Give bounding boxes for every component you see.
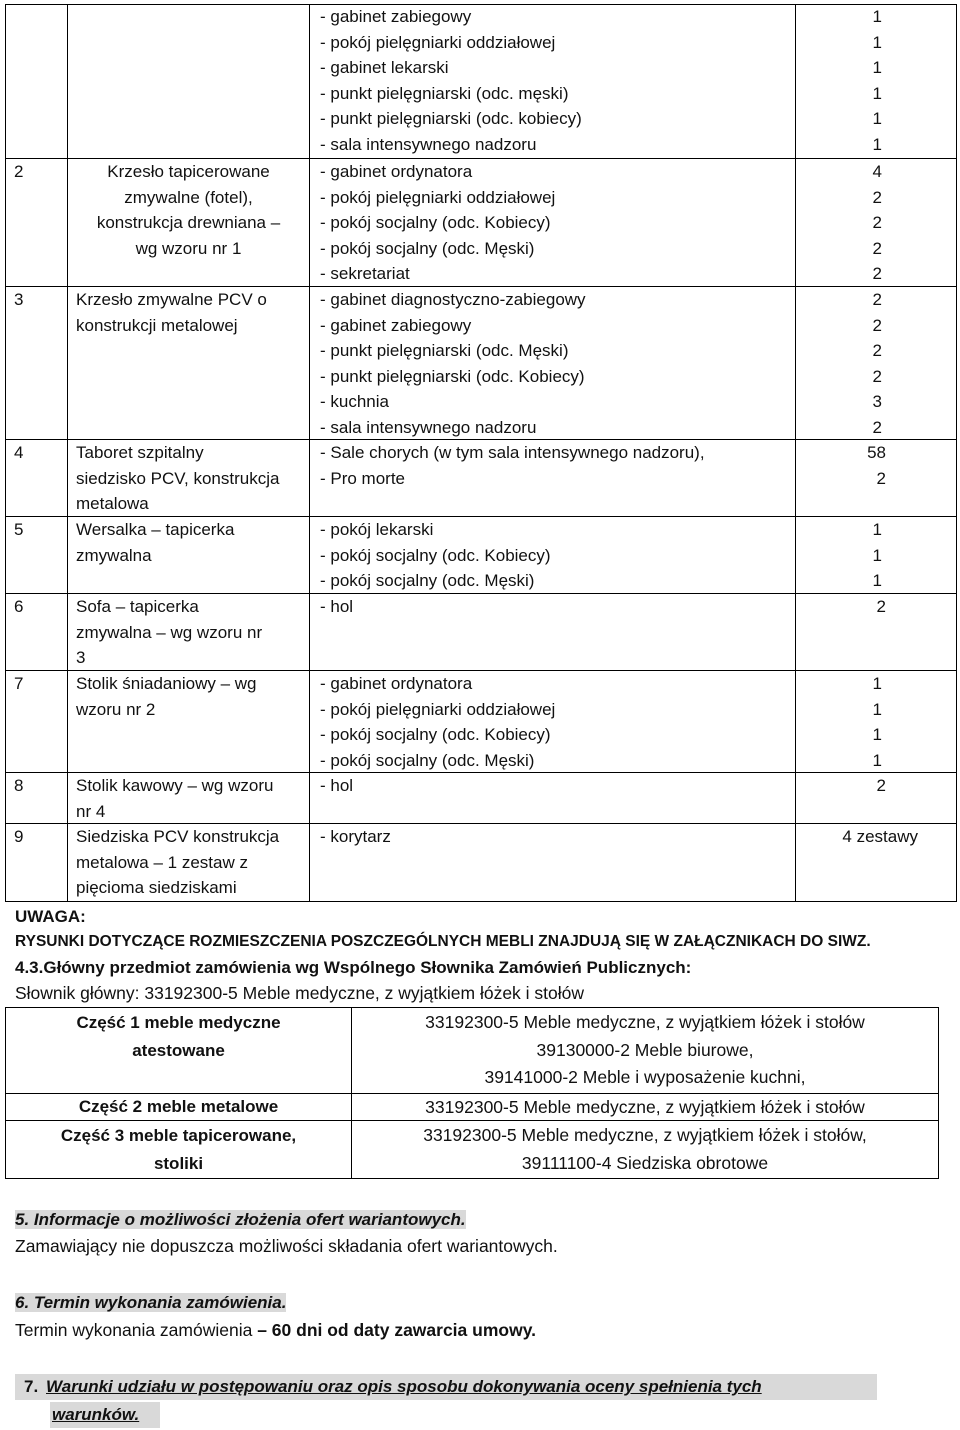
qty-cell: 2 [876, 597, 886, 616]
table-border-bottom [5, 901, 957, 902]
place-cell: - pokój lekarski - pokój socjalny (odc. Kobiecy) - pokój socjalny (odc. Męski) [320, 520, 551, 591]
item-name-cell: Stolik śniadaniowy – wg wzoru nr 2 [76, 674, 257, 719]
section-4-3-heading: 4.3.Główny przedmiot zamówienia wg Wspólnego Słownika Zamówień Publicznych: [15, 958, 692, 977]
section-7-number: 7. [24, 1377, 39, 1396]
table-border-right [956, 4, 957, 902]
section-6-text-bold: – 60 dni od daty zawarcia umowy. [257, 1320, 536, 1340]
item-name-cell: Taboret szpitalny siedzisko PCV, konstrukcja metalowa [76, 443, 280, 514]
item-name-cell: Krzesło zmywalne PCV o konstrukcji metalowej [76, 290, 267, 335]
note-label: UWAGA: [15, 907, 86, 926]
cpv-table-border-right [938, 1007, 939, 1179]
part-cell: Część 3 meble tapicerowane, stoliki [60, 1126, 297, 1173]
row-number: 7 [14, 674, 24, 693]
row-number: 9 [14, 827, 24, 846]
row-number: 3 [14, 290, 24, 309]
qty-cell: 58 2 [867, 443, 886, 488]
row-number: 2 [14, 162, 24, 181]
qty-cell: 1 1 1 [872, 520, 882, 591]
place-cell: - hol [320, 597, 354, 616]
row-number: 6 [14, 597, 24, 616]
cpv-table-border-top [5, 1007, 939, 1008]
section-6-text-prefix: Termin wykonania zamówienia [15, 1320, 258, 1340]
table-border-col1 [67, 4, 68, 902]
item-name-cell: Sofa – tapicerka zmywalna – wg wzoru nr 3 [76, 597, 263, 668]
item-name-cell: Krzesło tapicerowane zmywalne (fotel), konstrukcja drewniana – wg wzoru nr 1 [96, 162, 281, 258]
section-5-heading-text: 5. Informacje o możliwości złożenia ofert wariantowych. [15, 1210, 466, 1229]
section-6-heading-text: 6. Termin wykonania zamówienia. [15, 1293, 287, 1312]
row-number: 8 [14, 776, 24, 795]
item-name-cell: Stolik kawowy – wg wzoru nr 4 [76, 776, 274, 821]
table-border-col2 [309, 4, 310, 902]
place-cell: - gabinet diagnostyczno-zabiegowy - gabinet zabiegowy - punkt pielęgniarski (odc. Męski) - punkt pielęgniarski (odc. Kobiecy) - kuchnia - sala intensywnego nadzoru [320, 290, 586, 437]
qty-cell: 4 zestawy [842, 827, 918, 846]
cpv-row-divider [5, 1120, 939, 1121]
row-number: 4 [14, 443, 24, 462]
section-5-text: Zamawiający nie dopuszcza możliwości składania ofert wariantowych. [15, 1236, 558, 1256]
section-7-heading-line2: warunków. [52, 1405, 140, 1424]
section-7-heading-line1: Warunki udziału w postępowaniu oraz opis sposobu dokonywania oceny spełnienia tych [46, 1377, 762, 1396]
row-number: 5 [14, 520, 24, 539]
place-cell: - gabinet zabiegowy - pokój pielęgniarki oddziałowej - gabinet lekarski - punkt pielęgniarski (odc. męski) - punkt pielęgniarski (odc. kobiecy) - sala intensywnego nadzoru [320, 7, 582, 154]
item-name-cell: Wersalka – tapicerka zmywalna [76, 520, 235, 565]
place-cell: - korytarz [320, 827, 391, 846]
cpv-table-border-bottom [5, 1178, 939, 1179]
qty-cell: 4 2 2 2 2 [872, 162, 882, 284]
table-border-left [5, 4, 6, 902]
qty-cell: 1 1 1 1 [872, 674, 882, 770]
section-6-heading [15, 1290, 286, 1316]
codes-cell: 33192300-5 Meble medyczne, z wyjątkiem łóżek i stołów [425, 1097, 865, 1117]
part-cell: Część 1 meble medyczne atestowane [76, 1013, 281, 1060]
qty-cell: 2 2 2 2 3 2 [872, 290, 882, 437]
part-cell: Część 2 meble metalowe [78, 1097, 279, 1116]
place-cell: - gabinet ordynatora - pokój pielęgniarki oddziałowej - pokój socjalny (odc. Kobiecy) - pokój socjalny (odc. Męski) [320, 674, 556, 770]
place-cell: - hol [320, 776, 354, 795]
qty-cell: 1 1 1 1 1 1 [872, 7, 882, 154]
section-5-heading [15, 1207, 466, 1233]
codes-cell: 33192300-5 Meble medyczne, z wyjątkiem łóżek i stołów, 39111100-4 Siedziska obrotowe [423, 1125, 867, 1173]
note-text: RYSUNKI DOTYCZĄCE ROZMIESZCZENIA POSZCZEGÓLNYCH MEBLI ZNAJDUJĄ SIĘ W ZAŁĄCZNIKACH DO SIWZ. [15, 933, 871, 950]
qty-cell: 2 [876, 776, 886, 795]
place-cell: - gabinet ordynatora - pokój pielęgniarki oddziałowej - pokój socjalny (odc. Kobiecy) - pokój socjalny (odc. Męski) - sekretariat [320, 162, 556, 284]
table-border-col3 [795, 4, 796, 902]
main-dictionary-line: Słownik główny: 33192300-5 Meble medyczne, z wyjątkiem łóżek i stołów [15, 983, 585, 1003]
item-name-cell: Siedziska PCV konstrukcja metalowa – 1 zestaw z pięcioma siedziskami [76, 827, 280, 898]
codes-cell: 33192300-5 Meble medyczne, z wyjątkiem łóżek i stołów 39130000-2 Meble biurowe, 39141000-2 Meble i wyposażenie kuchni, [425, 1012, 865, 1087]
place-cell: - Sale chorych (w tym sala intensywnego nadzoru), - Pro morte [320, 443, 705, 488]
section-6-text [15, 1318, 536, 1344]
